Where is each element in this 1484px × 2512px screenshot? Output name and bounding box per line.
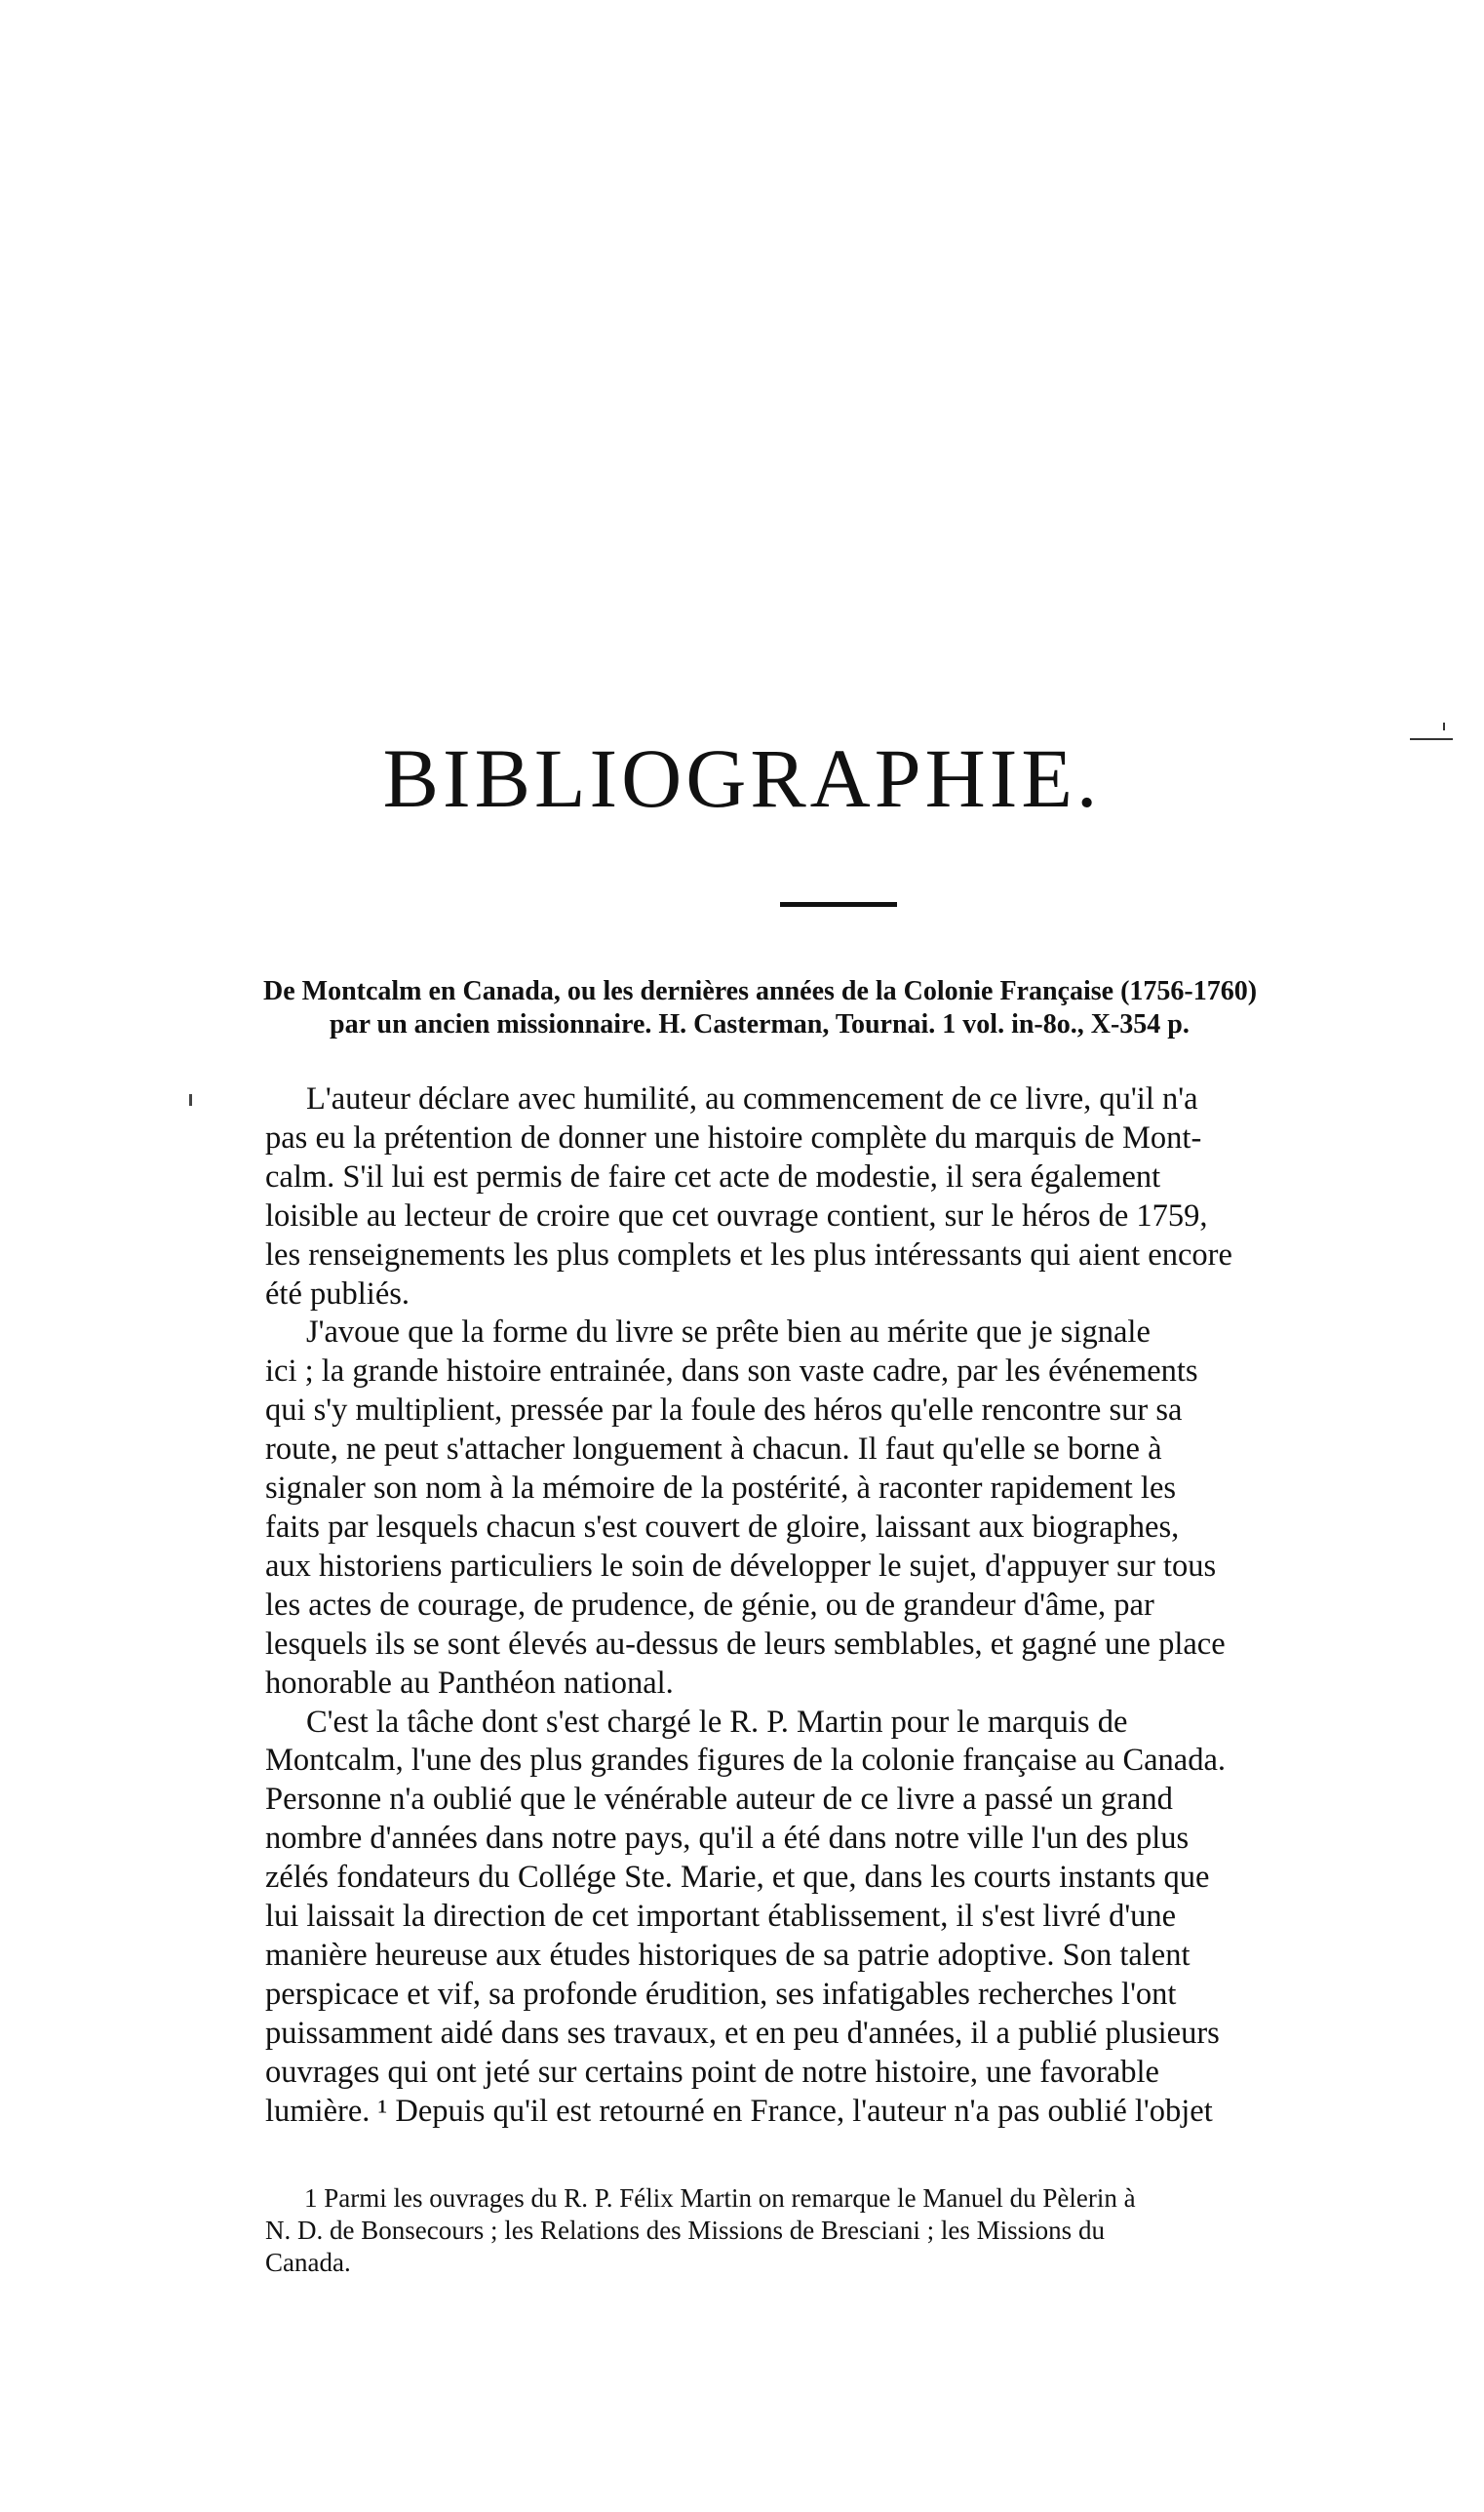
body-line: pas eu la prétention de donner une histoire complète du marquis de Mont- [265,1119,1202,1156]
body-line: signaler son nom à la mémoire de la postérité, à raconter rapidement les [265,1471,1177,1507]
body-line: lui laissait la direction de cet important établissement, il s'est livré d'une [265,1899,1177,1935]
body-line: puissamment aidé dans ses travaux, et en peu d'années, il a publié plusieurs [265,2015,1220,2051]
body-line: J'avoue que la forme du livre se prête bien au mérite que je signale [306,1315,1151,1351]
body-line: loisible au lecteur de croire que cet ouvrage contient, sur le héros de 1759, [265,1197,1208,1234]
citation-line-1: De Montcalm en Canada, ou les dernières années de la Colonie Française (1756-1760) [263,976,1258,1006]
body-line: calm. S'il lui est permis de faire cet acte de modestie, il sera également [265,1158,1161,1195]
stray-ink-mark [189,1094,192,1106]
footnote-line: Canada. [265,2248,351,2277]
body-line: manière heureuse aux études historiques de sa patrie adoptive. Son talent [265,1937,1191,1973]
body-line: les actes de courage, de prudence, de génie, ou de grandeur d'âme, par [265,1587,1154,1623]
body-line: les renseignements les plus complets et les plus intéressants qui aient encore [265,1236,1232,1273]
body-line: qui s'y multiplient, pressée par la foule des héros qu'elle rencontre sur sa [265,1393,1183,1429]
footnote [265,2182,1404,2279]
body-line: C'est la tâche dont s'est chargé le R. P. Martin pour le marquis de [306,1704,1128,1740]
margin-marks [1404,717,1463,756]
body-line: L'auteur déclare avec humilité, au commencement de ce livre, qu'il n'a [306,1081,1198,1117]
body-line: été publiés. [265,1276,410,1312]
footnote-line: N. D. de Bonsecours ; les Relations des Missions de Bresciani ; les Missions du [265,2216,1105,2245]
book-citation [263,975,1404,1041]
body-line: honorable au Panthéon national. [265,1665,674,1701]
body-line: zélés fondateurs du Collége Ste. Marie, et que, dans les courts instants que [265,1860,1210,1896]
page-title: BIBLIOGRAPHIE. [382,731,1102,825]
body-line: lesquels ils se sont élevés au-dessus de leurs semblables, et gagné une place [265,1626,1226,1662]
body-line: Personne n'a oublié que le vénérable auteur de ce livre a passé un grand [265,1782,1173,1818]
body-line: aux historiens particuliers le soin de développer le sujet, d'appuyer sur tous [265,1548,1217,1584]
citation-line-2: par un ancien missionnaire. H. Casterman, Tournai. 1 vol. in-8o., X-354 p. [330,1009,1190,1040]
body-line: perspicace et vif, sa profonde érudition, ses infatigables recherches l'ont [265,1976,1177,2012]
body-line: ouvrages qui ont jeté sur certains point de notre histoire, une favorable [265,2054,1159,2090]
body-line: faits par lesquels chacun s'est couvert de gloire, laissant aux biographes, [265,1509,1180,1545]
body-line: route, ne peut s'attacher longuement à chacun. Il faut qu'elle se borne à [265,1432,1162,1468]
body-line: lumière. ¹ Depuis qu'il est retourné en France, l'auteur n'a pas oublié l'objet [265,2093,1213,2129]
review-body [265,1080,1404,2131]
body-line: Montcalm, l'une des plus grandes figures de la colonie française au Canada. [265,1743,1227,1779]
body-line: nombre d'années dans notre pays, qu'il a été dans notre ville l'un des plus [265,1821,1190,1857]
body-line: ici ; la grande histoire entrainée, dans son vaste cadre, par les événements [265,1354,1198,1390]
footnote-line: 1 Parmi les ouvrages du R. P. Félix Martin on remarque le Manuel du Pèlerin à [304,2183,1136,2213]
title-rule [780,902,897,907]
